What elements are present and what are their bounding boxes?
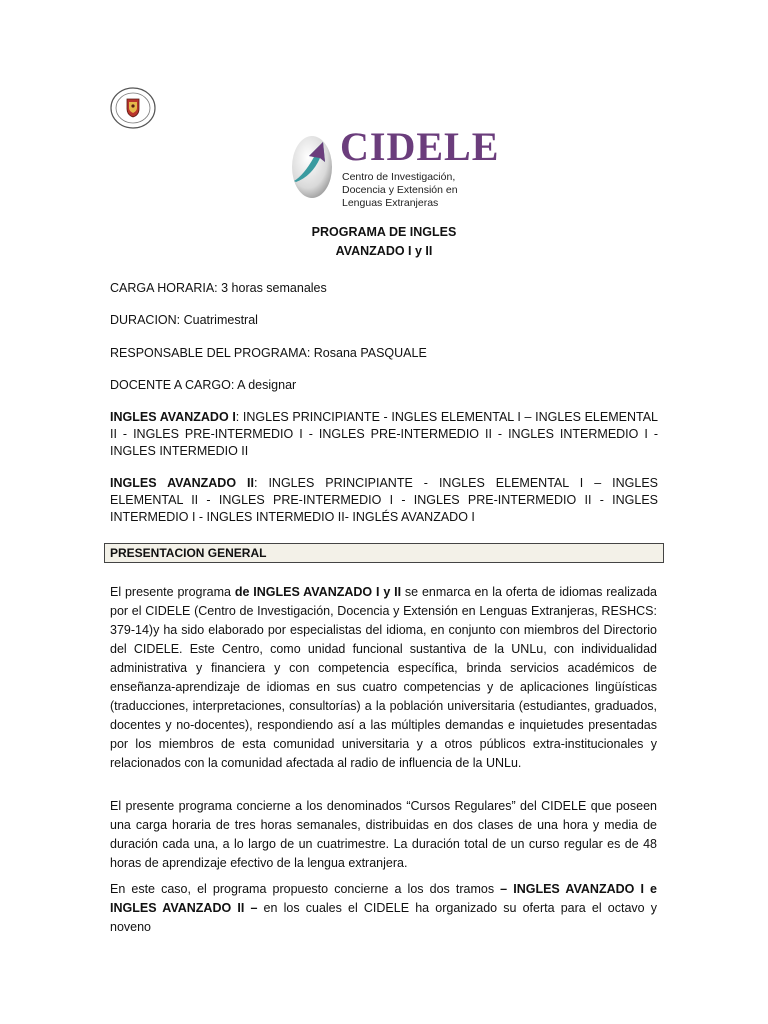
cidele-logo [286, 124, 500, 209]
prereq-avanzado-2-label: INGLES AVANZADO II [110, 476, 254, 490]
paragraph-3-pre: En este caso, el programa propuesto concierne a los dos tramos [110, 882, 501, 896]
paragraph-1-pre: El presente programa [110, 585, 235, 599]
logo-wordmark: CIDELE [340, 124, 500, 169]
paragraph-1-bold: de INGLES AVANZADO I y II [234, 585, 402, 599]
paragraph-1-post: se enmarca en la oferta de idiomas realizada por el CIDELE (Centro de Investigación, Docencia y Extensión en Lenguas Extranjeras, RESHCS: 379-14)y ha sido elaborado por especialistas del idioma, en conjunto con miembros del Directorio del CIDELE. Este Centro, como unidad funcional sustantiva de la UNLu, con individualidad administrativa y financiera y con competencia específica, brinda servicios académicos de enseñanza-aprendizaje de idiomas en sus cuatro competencias y de aplicaciones lingüísticas (traducciones, interpretaciones, consultorías) a la población universitaria (estudiantes, graduados, docentes y no-docentes), respondiendo así a las múltiples demandas e inquietudes presentadas por los miembros de esta comunidad universitaria y a otros públicos extra-institucionales y relacionados con la comunidad afectada al radio de influencia de la UNLu. [110, 585, 657, 770]
paragraph-2: El presente programa concierne a los denominados “Cursos Regulares” del CIDELE que poseen una carga horaria de tres horas semanales, distribuidas en dos clases de una hora y media de duración cada una, a lo largo de un cuatrimestre. La duración total de un curso regular es de 48 horas de aprendizaje efectivo de la lengua extranjera. [110, 799, 657, 870]
field-carga-horaria: CARGA HORARIA: 3 horas semanales [110, 281, 327, 295]
field-docente: DOCENTE A CARGO: A designar [110, 378, 297, 392]
prereq-avanzado-1-label: INGLES AVANZADO I [110, 410, 236, 424]
paragraph-3-bold: – INGLES AVANZADO I e INGLES AVANZADO II – [110, 882, 657, 915]
prereq-avanzado-2 [110, 475, 658, 526]
section-heading-bar [104, 543, 664, 563]
cidele-logo-mark-icon [286, 129, 336, 201]
section-heading: PRESENTACION GENERAL [110, 546, 267, 560]
prereq-avanzado-2-text: : INGLES PRINCIPIANTE - INGLES ELEMENTAL I – INGLES ELEMENTAL II - INGLES PRE-INTERMEDIO I - INGLES PRE-INTERMEDIO II - INGLES INTERMEDIO I - INGLES INTERMEDIO II- INGLÉS AVANZADO I [110, 476, 659, 524]
logo-subtitle: Centro de Investigación, Docencia y Extensión en Lenguas Extranjeras [342, 171, 458, 209]
paragraph-1 [110, 583, 657, 773]
document-subtitle: AVANZADO I y II [335, 244, 433, 258]
paragraph-3-post: en los cuales el CIDELE ha organizado su oferta para el octavo y noveno [110, 901, 657, 934]
paragraph-3 [110, 880, 657, 937]
prereq-avanzado-1 [110, 409, 658, 460]
field-duracion: DURACION: Cuatrimestral [110, 313, 258, 327]
prereq-avanzado-1-text: : INGLES PRINCIPIANTE - INGLES ELEMENTAL I – INGLES ELEMENTAL II - INGLES PRE-INTERMEDIO I - INGLES PRE-INTERMEDIO II - INGLES INTERMEDIO I - INGLES INTERMEDIO II [110, 410, 658, 458]
document-title: PROGRAMA DE INGLES [311, 225, 457, 239]
field-responsable: RESPONSABLE DEL PROGRAMA: Rosana PASQUALE [110, 346, 427, 360]
university-seal-icon [110, 87, 156, 129]
